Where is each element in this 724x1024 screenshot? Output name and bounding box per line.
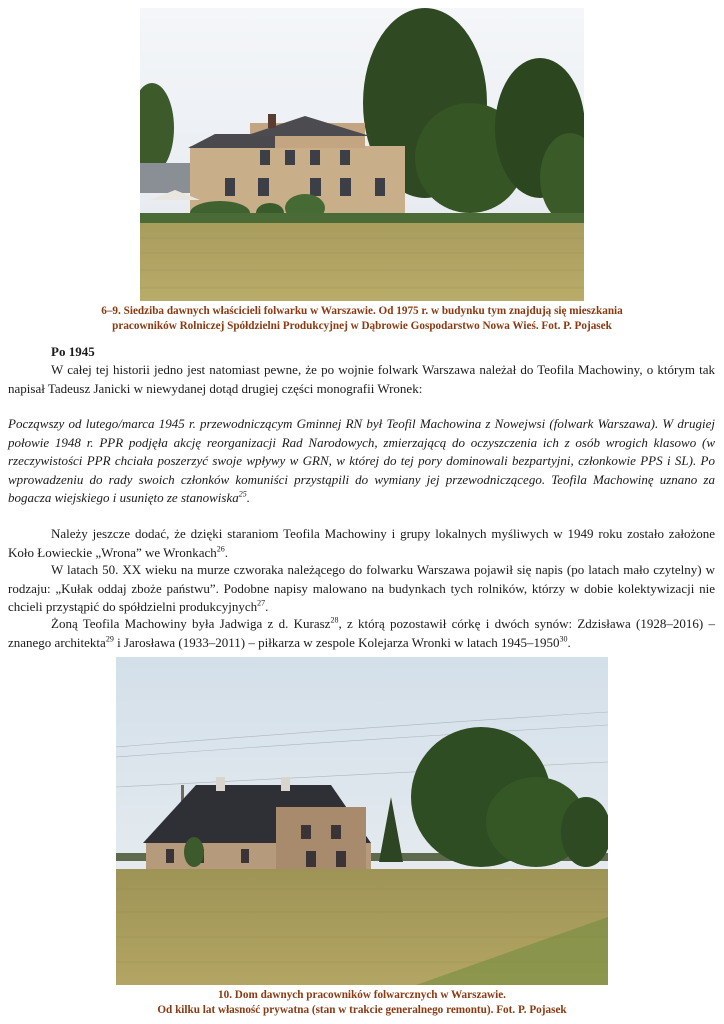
figure-caption [0, 304, 724, 334]
punctuation: . [246, 490, 250, 505]
punctuation: . [224, 544, 229, 560]
quotation [8, 415, 715, 508]
paragraph-text: Żoną Teofila Machowiny była Jadwiga z d. Kurasz [51, 616, 331, 631]
paragraph-text: Należy jeszcze dodać, że dzięki staraniom Teofila Machowiny i grupy lokalnych myśliwych w 1949 roku zostało założone Koło Łowieckie „Wrona” we Wronkach [8, 526, 715, 560]
paragraph [8, 525, 715, 562]
punctuation: . [567, 634, 571, 650]
paragraph [8, 615, 715, 652]
paragraph [8, 561, 715, 617]
paragraph: W całej tej historii jedno jest natomiast pewne, że po wojnie folwark Warszawa należał do Teofila Machowiny, o którym tak napisał Tadeusz Janicki w niewydanej dotąd drugiej części monografii Wronek: [8, 362, 715, 396]
workers-house-photo [116, 657, 608, 985]
caption-line: 6–9. Siedziba dawnych właścicieli folwarku w Warszawie. Od 1975 r. w budynku tym znajdują się mieszkania [101, 305, 623, 317]
caption-line: pracowników Rolniczej Spółdzielni Produkcyjnej w Dąbrowie Gospodarstwo Nowa Wieś. Fot. P. Pojasek [112, 320, 612, 332]
footnote-ref: 27 [257, 598, 266, 608]
quote-text: Począwszy od lutego/marca 1945 r. przewodniczącym Gminnej RN był Teofil Machowina z Nowejwsi (folwark Warszawa). W drugiej połowie 1948 r. PPR podjęła akcję reorganizacji Rad Narodowych, zmierzającą do oczyszczenia ich z osób wrogich klasowo (w rzeczywistości PPR chciała poszerzyć swoje wpływy w GRN, w której do tej pory dominowali bezpartyjni, członkowie PPS i SL). Po wprowadzeniu do rady swoich członków komuniści przystąpili do wymiany jej przewodniczącego. Teofila Machowinę uznano za bogacza wiejskiego i usunięto ze stanowiska [8, 416, 715, 505]
punctuation: . [265, 599, 269, 614]
footnote-ref: 26 [216, 544, 225, 554]
paragraph-text: i Jarosława (1933–2011) – piłkarza w zespole Kolejarza Wronki w latach 1945–1950 [113, 634, 560, 650]
figure-caption [0, 988, 724, 1018]
paragraph-text: , z którą pozostawił córkę i dwóch synów: Zdzisława (1928–2016) – znanego architekta [8, 616, 715, 650]
caption-line: 10. Dom dawnych pracowników folwarcznych w Warszawie. [218, 989, 506, 1001]
footnote-ref: 30 [559, 634, 568, 644]
manor-house-photo [140, 8, 584, 301]
footnote-ref: 25 [238, 489, 247, 499]
section-heading: Po 1945 [51, 344, 95, 359]
footnote-ref: 29 [105, 634, 114, 644]
paragraph-text: W latach 50. XX wieku na murze czworaka należącego do folwarku Warszawa pojawił się napis (po latach mało czytelny) w rodzaju: „Kułak oddaj zboże państwu”. Podobne napisy malowano na budynkach tych rolników, którzy w dobie kolektywizacji nie chcieli przystąpić do spółdzielni produkcyjnych [8, 562, 715, 614]
footnote-ref: 28 [330, 615, 339, 625]
caption-line: Od kilku lat własność prywatna (stan w trakcie generalnego remontu). Fot. P. Pojasek [157, 1004, 567, 1016]
